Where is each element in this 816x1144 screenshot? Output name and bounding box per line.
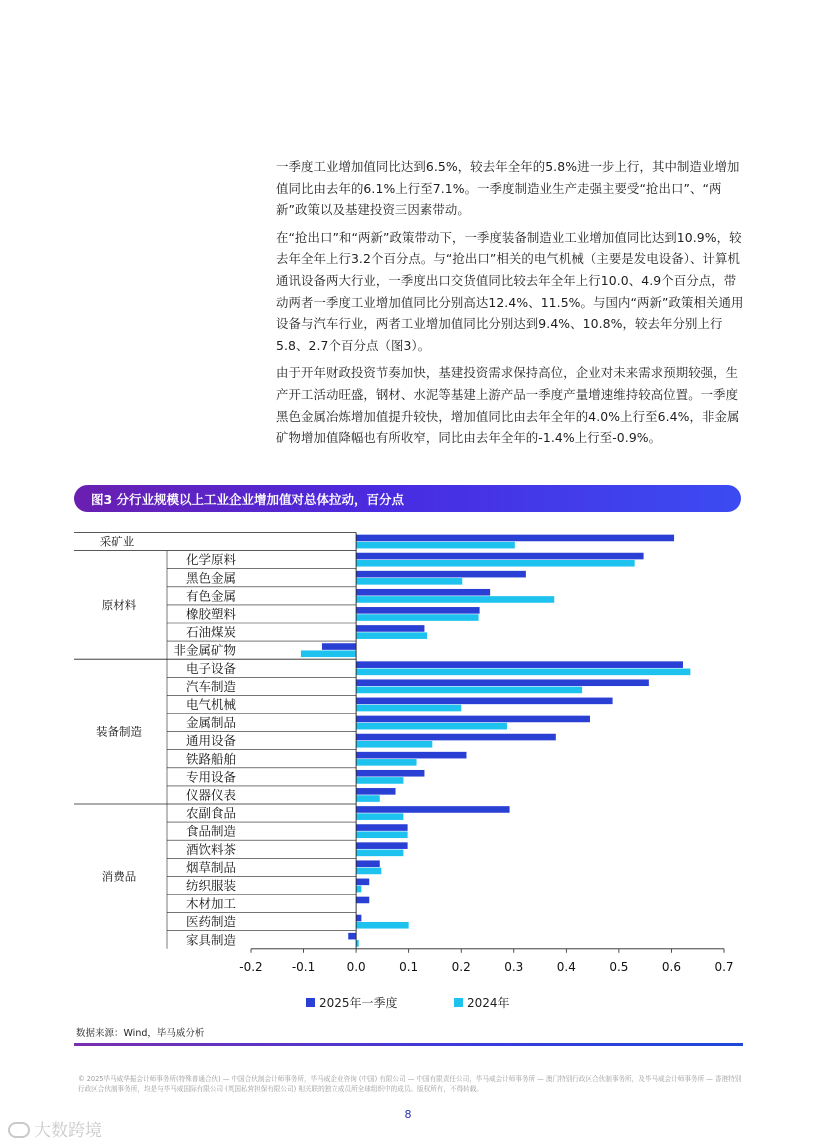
bar [356,897,369,904]
bar [356,669,690,676]
watermark [8,1116,102,1141]
bar [356,716,590,723]
category-label: 酒饮料茶 [185,841,236,857]
bar [356,535,674,542]
category-label: 汽车制造 [185,678,236,694]
bar [356,770,424,777]
bar [356,614,478,621]
bar [356,850,403,857]
category-label: 金属制品 [185,715,236,731]
bar [356,578,462,585]
category-label: 烟草制品 [185,859,236,875]
bar [356,571,526,578]
bar [356,868,381,875]
bar [356,679,649,686]
chart-legend [300,994,560,1012]
bar [356,777,403,784]
divider [74,1043,743,1046]
x-tick-label: 0.1 [399,959,419,974]
category-label: 电子设备 [185,660,236,676]
paragraph: 一季度工业增加值同比达到6.5%，较去年全年的5.8%进一步上行，其中制造业增加值同比由去年的6.1%上行至7.1%。一季度制造业生产走强主要受“抢出口”、“两新”政策以及基建投资三因素带动。 [276,159,740,218]
category-label: 家具制造 [185,932,236,948]
category-label: 化学原料 [185,552,236,568]
category-label: 有色金属 [185,588,236,604]
x-tick-label: 0.2 [451,959,471,974]
x-tick-label: -0.1 [291,959,316,974]
bar [356,542,515,549]
category-label: 橡胶塑料 [185,606,236,622]
bar [301,650,356,657]
page-number: 8 [404,1108,412,1121]
bar [356,759,416,766]
watermark-logo-icon [8,1122,30,1138]
bar [348,933,356,940]
legend-swatch [306,998,315,1007]
x-tick-label: -0.2 [239,959,263,974]
category-label: 仪器仪表 [185,787,236,803]
bar [356,705,461,712]
bar [322,643,356,650]
bar [356,879,369,886]
bar-chart [0,515,816,985]
category-label: 医药制造 [185,914,236,930]
bar [356,661,683,668]
x-tick-label: 0.7 [714,959,734,974]
group-label: 装备制造 [96,724,142,739]
bar [356,806,509,813]
paragraph: 在“抢出口”和“两新”政策带动下，一季度装备制造业工业增加值同比达到10.9%，较去年全年上行3.2个百分点。与“抢出口”相关的电气机械（主要是发电设备）、计算机通讯设备两大行业，一季度出口交货值同比较去年全年上行10.0、4.9个百分点，带动两者一季度工业增加值同比分别高达12.4%、11.5%。与国内“两新”政策相关通用设备与汽车行业，两者工业增加值同比分别达到9.4%、10.8%，较去年分别上行5.8、2.7个百分点（图3）。 [276,229,744,353]
bar [356,625,424,632]
category-label: 专用设备 [185,769,236,785]
bar [356,698,612,705]
category-label: 纺织服装 [185,877,236,893]
bar [356,589,490,596]
body-text [276,156,748,455]
data-source: 数据来源：Wind，毕马威分析 [76,1028,205,1039]
category-label: 木材加工 [185,896,236,912]
bar [356,922,409,929]
bar [356,734,556,741]
category-label: 铁路船舶 [185,751,236,767]
bar [356,687,582,694]
x-tick-label: 0.0 [346,959,366,974]
x-tick-label: 0.4 [556,959,576,974]
legend-label: 2024年 [467,996,510,1010]
bar [356,831,408,838]
figure-title-bar: 图3 分行业规模以上工业企业增加值对总体拉动，百分点 [74,485,741,512]
group-label: 采矿业 [99,534,135,549]
group-label: 消费品 [101,869,137,884]
bar [356,596,554,603]
bar [356,607,480,614]
category-label: 食品制造 [185,823,236,839]
group-label: 原材料 [101,597,137,612]
x-tick-label: 0.5 [609,959,629,974]
category-label: 非金属矿物 [173,642,236,658]
category-label: 黑色金属 [185,570,236,586]
bar [356,824,408,831]
x-tick-label: 0.3 [504,959,524,974]
bar [356,788,395,795]
category-label: 石油煤炭 [185,624,236,640]
legend-swatch [454,998,463,1007]
legend-label: 2025年一季度 [319,996,398,1010]
category-label: 电气机械 [185,696,236,712]
bar [356,860,380,867]
bar [356,741,432,748]
bar [356,723,507,730]
bar [356,915,361,922]
bar [356,813,403,820]
paragraph: 由于开年财政投资节奏加快，基建投资需求保持高位，企业对未来需求预期较强，生产开工活动旺盛，钢材、水泥等基建上游产品一季度产量增速维持较高位置。一季度黑色金属冶炼增加值提升较快，增加值同比由去年全年的4.0%上行至6.4%，非金属矿物增加值降幅也有所收窄，同比由去年全年的-1.4%上行至-0.9%。 [276,365,740,446]
watermark-text: 大数跨境 [34,1121,102,1141]
bar [356,886,361,893]
legal-footer: © 2025毕马威华振会计师事务所(特殊普通合伙) — 中国合伙制会计师事务所，毕马威企业咨询 (中国) 有限公司 — 中国有限责任公司，毕马威会计师事务所 — 澳门特别行政区合伙制事务所，及毕马威会计师事务所 — 香港特别行政区合伙制事务所，均是与毕马威国际有限公司 (英国私营担保有限公司) 相关联的独立成员所全球组织中的成员。版权所有，不得转载。 [78,1075,742,1093]
category-label: 农副食品 [185,805,236,821]
bar [356,842,408,849]
bar [356,553,643,560]
category-label: 通用设备 [185,733,236,749]
bar [356,752,466,759]
x-tick-label: 0.6 [661,959,681,974]
bar [356,632,427,639]
bar [356,560,635,567]
bar [356,795,380,802]
